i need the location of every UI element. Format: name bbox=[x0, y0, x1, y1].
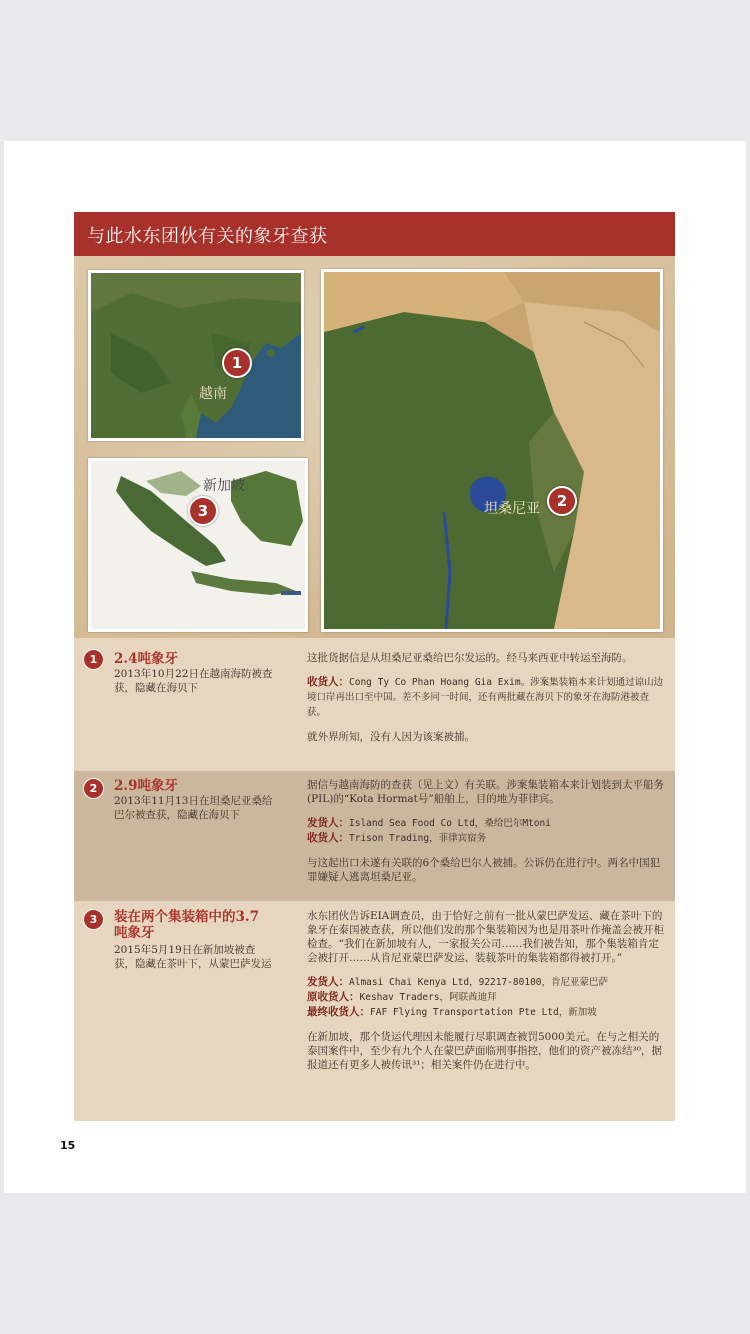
seizure-panel bbox=[74, 212, 675, 1121]
map-area bbox=[74, 256, 675, 638]
seizure-meta: 2015年5月19日在新加坡被查获，隐藏在茶叶下，从蒙巴萨发运 bbox=[114, 944, 272, 970]
seizure-paragraph: 就外界所知，没有人因为该案被捕。 bbox=[307, 731, 475, 743]
label-vietnam: 越南 bbox=[199, 386, 227, 402]
marker-2: 2 bbox=[547, 486, 577, 516]
seizure-title: 装在两个集装箱中的3.7吨象牙 bbox=[114, 909, 259, 941]
final-consignee-label: 最终收货人： bbox=[307, 1006, 370, 1018]
seizure-paragraph: 在新加坡，那个货运代理因未能履行尽职调查被罚5000美元。在与之相关的泰国案件中，至少有九个人在蒙巴萨面临刑事指控，他们的资产被冻结³⁰，据报道还有更多人被传讯³¹；相关案件仍在进行中。 bbox=[307, 1031, 662, 1071]
consignee-line bbox=[307, 675, 665, 720]
final-consignee-value: FAF Flying Transportation Pte Ltd，新加坡 bbox=[370, 1007, 597, 1018]
consignee-label: 收货人： bbox=[307, 676, 349, 688]
label-singapore: 新加坡 bbox=[203, 478, 245, 494]
shipper-line bbox=[307, 975, 665, 990]
seizure-number-badge: 2 bbox=[83, 778, 104, 799]
original-consignee-value: Keshav Traders，阿联酋迪拜 bbox=[359, 992, 497, 1003]
shipper-value: Island Sea Food Co Ltd，桑给巴尔Mtoni bbox=[349, 818, 551, 829]
map-singapore bbox=[88, 458, 308, 632]
map-singapore-image bbox=[91, 461, 305, 629]
map-east-africa-image bbox=[324, 272, 660, 629]
shipper-line bbox=[307, 816, 665, 831]
seizure-paragraph: 与这起出口未遂有关联的6个桑给巴尔人被捕。公诉仍在进行中。两名中国犯罪嫌疑人逃离坦桑尼亚。 bbox=[307, 857, 661, 883]
seizure-number-badge: 1 bbox=[83, 649, 104, 670]
marker-3: 3 bbox=[188, 496, 218, 526]
seizure-number-badge: 3 bbox=[83, 909, 104, 930]
seizure-description bbox=[307, 778, 665, 894]
original-consignee-label: 原收货人： bbox=[307, 991, 360, 1003]
label-tanzania: 坦桑尼亚 bbox=[484, 501, 540, 517]
shipper-label: 发货人： bbox=[307, 976, 349, 988]
seizure-meta: 2013年11月13日在坦桑尼亚桑给巴尔被查获，隐藏在海贝下 bbox=[114, 795, 273, 821]
seizure-section-3 bbox=[74, 901, 675, 1121]
consignee-line bbox=[307, 831, 665, 846]
final-consignee-line bbox=[307, 1005, 665, 1020]
map-southeast-asia bbox=[88, 270, 304, 441]
seizure-title: 2.4吨象牙 bbox=[114, 651, 178, 667]
marker-1: 1 bbox=[222, 348, 252, 378]
seizure-section-1 bbox=[74, 638, 675, 771]
seizure-description bbox=[307, 651, 665, 754]
shipper-value: Almasi Chai Kenya Ltd，92217-80100，肯尼亚蒙巴萨 bbox=[349, 977, 609, 988]
consignee-label: 收货人： bbox=[307, 832, 349, 844]
header-bar bbox=[74, 212, 675, 256]
original-consignee-line bbox=[307, 990, 665, 1005]
map-east-africa bbox=[321, 269, 663, 632]
seizure-paragraph: 水东团伙告诉EIA调查员，由于恰好之前有一批从蒙巴萨发运、藏在茶叶下的象牙在泰国被查获，所以他们发的那个集装箱因为也是用茶叶作掩盖会被开柜检查。“我们在新加坡有人，一家报关公司……我们被告知，那个集装箱肯定会被打开……从肯尼亚蒙巴萨发运、装载茶叶的集装箱都得被打开。” bbox=[307, 910, 664, 964]
seizure-paragraph: 这批货据信是从坦桑尼亚桑给巴尔发运的。经马来西亚中转运至海防。 bbox=[307, 652, 633, 664]
seizure-section-2 bbox=[74, 771, 675, 901]
seizure-meta: 2013年10月22日在越南海防被查获，隐藏在海贝下 bbox=[114, 668, 273, 694]
seizure-paragraph: 据信与越南海防的查获（见上文）有关联。涉案集装箱本来计划装到太平船务(PIL)的“Kota Hormat号”船舶上，目的地为菲律宾。 bbox=[307, 779, 664, 805]
seizure-description bbox=[307, 909, 665, 1082]
consignee-value: Trison Trading，菲律宾宿务 bbox=[349, 833, 487, 844]
consignee-value: Cong Ty Co Phan Hoang Gia Exim。涉案集装箱本来计划通过谅山边境口岸再出口至中国。差不多同一时间，还有两批藏在海贝下的象牙在海防港被查获。 bbox=[307, 677, 664, 718]
shipper-label: 发货人： bbox=[307, 817, 349, 829]
map-southeast-asia-image bbox=[91, 273, 301, 438]
page-number: 15 bbox=[60, 1139, 76, 1152]
panel-title: 与此水东团伙有关的象牙查获 bbox=[87, 226, 328, 247]
seizure-title: 2.9吨象牙 bbox=[114, 778, 178, 794]
